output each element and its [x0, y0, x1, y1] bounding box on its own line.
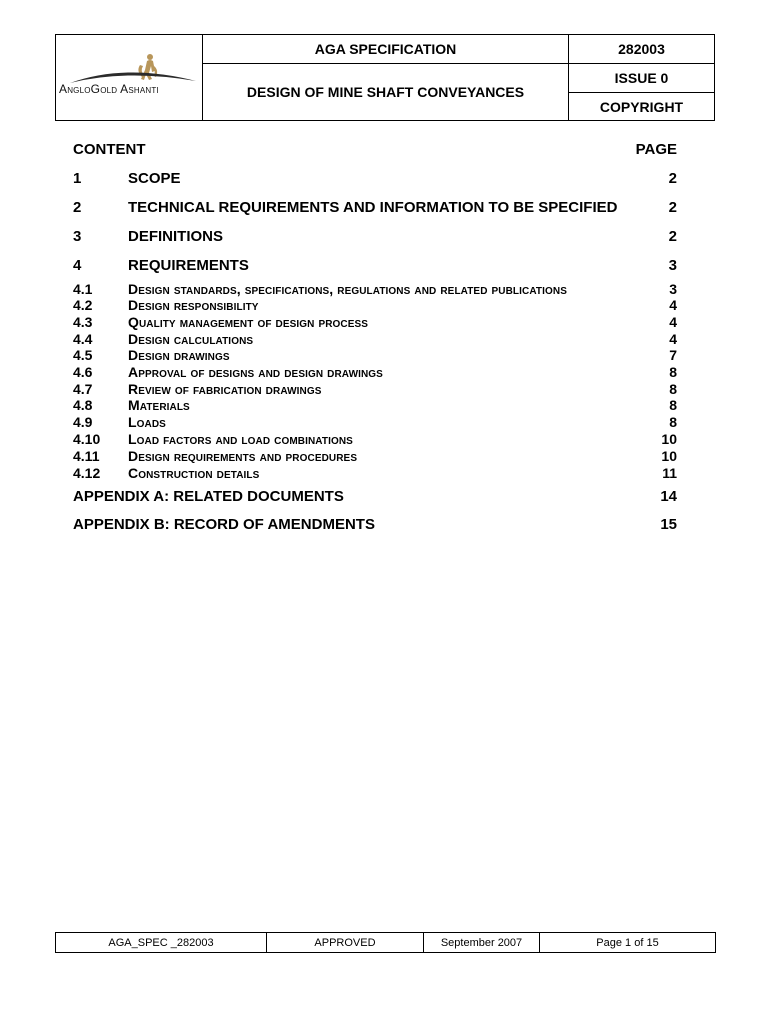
toc-title: Design drawings — [128, 347, 230, 363]
footer-page-info: Page 1 of 15 — [540, 933, 716, 953]
toc-page: 15 — [660, 516, 677, 533]
toc-title: Load factors and load combinations — [128, 431, 353, 447]
toc-page: 14 — [660, 488, 677, 505]
toc-num: 3 — [73, 228, 82, 245]
footer-doc-code: AGA_SPEC _282003 — [56, 933, 267, 953]
toc-title: Construction details — [128, 465, 260, 481]
toc-page: 2 — [668, 228, 677, 245]
toc-title: Quality management of design process — [128, 314, 369, 330]
content-label: CONTENT — [73, 141, 146, 158]
spec-title: AGA SPECIFICATION — [203, 35, 569, 64]
toc-title: Review of fabrication drawings — [128, 381, 322, 397]
toc-page: 3 — [669, 281, 677, 297]
doc-title: DESIGN OF MINE SHAFT CONVEYANCES — [203, 64, 569, 121]
toc-title: APPENDIX A: RELATED DOCUMENTS — [73, 488, 344, 505]
toc-page: 2 — [668, 199, 677, 216]
toc-num: 4.4 — [73, 331, 93, 347]
anglogold-ashanti-logo — [56, 35, 202, 120]
toc-title: TECHNICAL REQUIREMENTS AND INFORMATION TO BE SPECIFIED — [128, 199, 618, 216]
toc-num: 4.1 — [73, 281, 93, 297]
toc-num: 4.11 — [73, 448, 100, 464]
footer-table — [55, 932, 716, 953]
toc-subsection-4-6[interactable] — [73, 364, 677, 382]
toc-num: 4.6 — [73, 364, 93, 380]
toc-page: 10 — [661, 431, 677, 447]
toc-subsection-4-8[interactable] — [73, 397, 677, 415]
toc-page: 4 — [669, 297, 677, 313]
toc-num: 4.8 — [73, 397, 93, 413]
logo-text: AngloGold Ashanti — [59, 82, 159, 96]
toc-title: Design responsibility — [128, 297, 259, 313]
logo-cell — [56, 35, 203, 121]
toc-title: APPENDIX B: RECORD OF AMENDMENTS — [73, 516, 375, 533]
toc-section-4[interactable] — [73, 257, 677, 275]
toc-num: 4 — [73, 257, 82, 274]
toc-subsection-4-10[interactable] — [73, 431, 677, 449]
toc-section-1[interactable] — [73, 170, 677, 188]
toc-page: 4 — [669, 314, 677, 330]
toc-page: 2 — [668, 170, 677, 187]
toc-page: 8 — [669, 381, 677, 397]
toc-subsection-4-2[interactable] — [73, 297, 677, 315]
toc-title: Loads — [128, 414, 166, 430]
toc-num: 4.2 — [73, 297, 93, 313]
toc-page: 11 — [662, 465, 677, 481]
toc-title: Design calculations — [128, 331, 254, 347]
toc-page: 3 — [668, 257, 677, 274]
toc-num: 4.12 — [73, 465, 101, 481]
toc-subsection-4-9[interactable] — [73, 414, 677, 432]
toc-title: Materials — [128, 397, 190, 413]
issue-label: ISSUE 0 — [569, 64, 715, 93]
toc-page: 4 — [669, 331, 677, 347]
toc-num: 2 — [73, 199, 82, 216]
toc-num: 4.9 — [73, 414, 93, 430]
header-table — [55, 34, 715, 121]
toc-page: 8 — [669, 414, 677, 430]
logo-figure-icon — [56, 35, 202, 120]
copyright-label: COPYRIGHT — [569, 93, 715, 121]
toc-subsection-4-3[interactable] — [73, 314, 677, 332]
toc-num: 4.7 — [73, 381, 93, 397]
toc-title: Approval of designs and design drawings — [128, 364, 383, 380]
toc-subsection-4-11[interactable] — [73, 448, 677, 466]
toc-num: 4.3 — [73, 314, 93, 330]
toc-page: 7 — [669, 347, 677, 363]
footer-status: APPROVED — [267, 933, 424, 953]
toc-page: 10 — [661, 448, 677, 464]
toc-num: 4.10 — [73, 431, 101, 447]
doc-number: 282003 — [569, 35, 715, 64]
toc-page: 8 — [669, 397, 677, 413]
toc-appendix-a[interactable] — [73, 488, 677, 506]
toc-num: 4.5 — [73, 347, 93, 363]
page-label: PAGE — [635, 141, 677, 158]
toc-title: Design standards, specifications, regulations and related publications — [128, 281, 567, 297]
footer-date: September 2007 — [424, 933, 540, 953]
toc-subsection-4-12[interactable] — [73, 465, 677, 483]
toc-title: Design requirements and procedures — [128, 448, 358, 464]
toc-appendix-b[interactable] — [73, 516, 677, 534]
toc-title: SCOPE — [128, 170, 181, 187]
toc-num: 1 — [73, 170, 82, 187]
toc-header — [73, 141, 677, 159]
toc-subsection-4-5[interactable] — [73, 347, 677, 365]
toc-section-3[interactable] — [73, 228, 677, 246]
toc-title: DEFINITIONS — [128, 228, 224, 245]
toc-page: 8 — [669, 364, 677, 380]
toc-title: REQUIREMENTS — [128, 257, 249, 274]
toc-section-2[interactable] — [73, 199, 677, 217]
